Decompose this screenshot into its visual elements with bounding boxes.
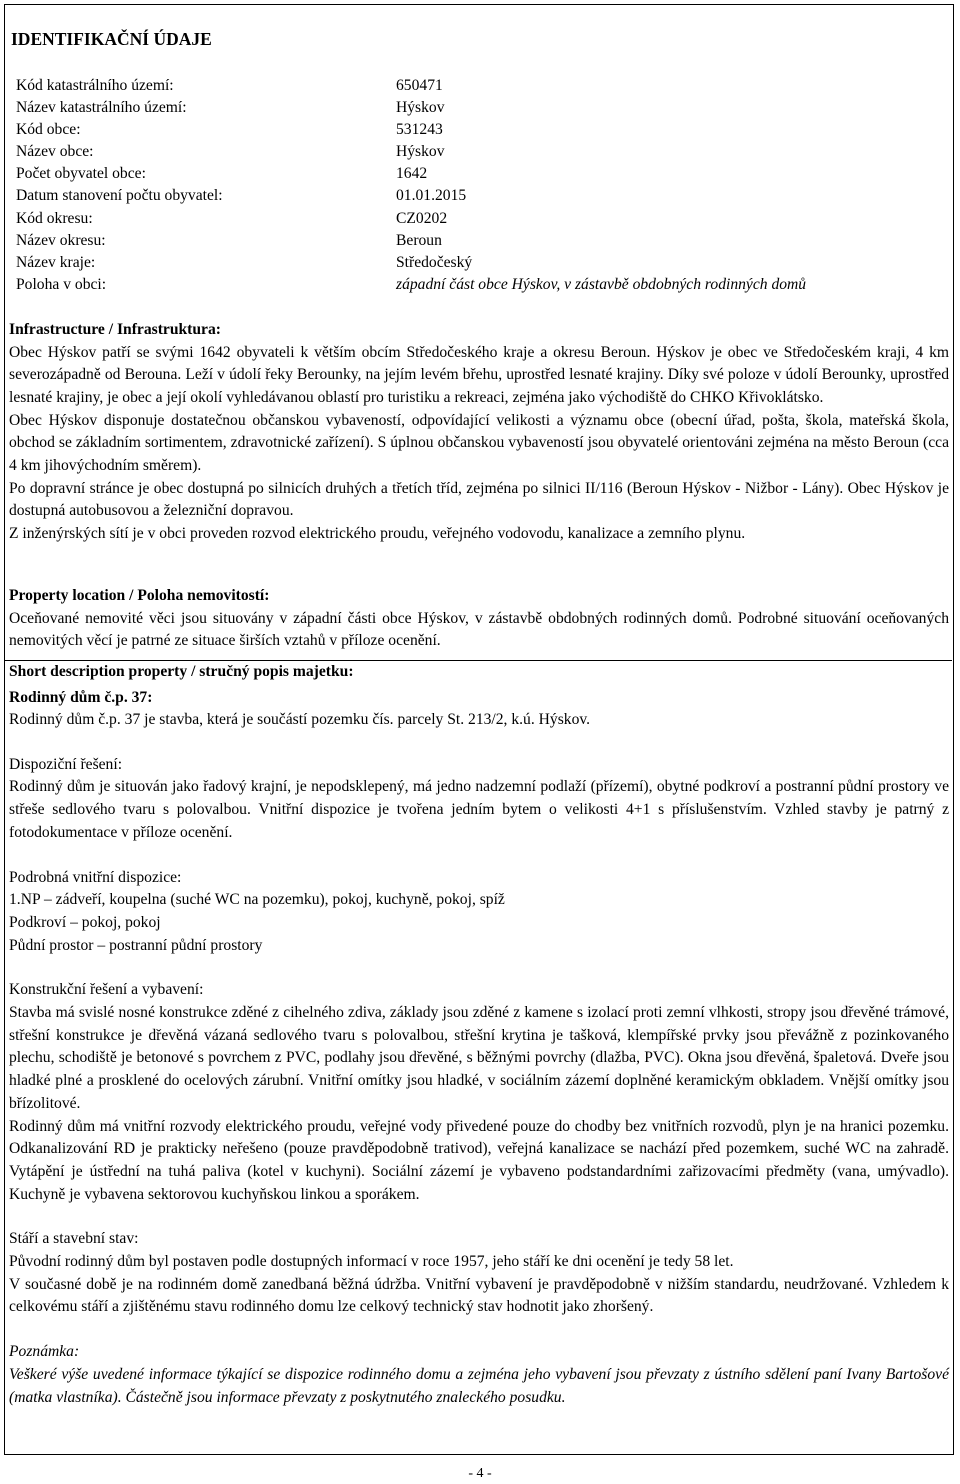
id-row xyxy=(16,119,946,141)
id-value: Středočeský xyxy=(396,253,473,271)
id-label: Datum stanovení počtu obyvatel: xyxy=(16,187,223,205)
id-row xyxy=(16,163,946,185)
id-label: Kód obce: xyxy=(16,121,81,139)
id-value: západní část obce Hýskov, v zástavbě obdobných rodinných domů xyxy=(396,275,807,293)
property-location-section xyxy=(9,585,949,653)
note-text: Veškeré výše uvedené informace týkající se dispozice rodinného domu a zejména jeho vybavení jsou převzaty z ústního sdělení paní Ivany Bartošové (matka vlastníka). Částečně jsou informace převzaty z poskytnutého znaleckého posudku. xyxy=(9,1365,949,1406)
id-row xyxy=(16,208,946,230)
infrastructure-paragraph: Obec Hýskov patří se svými 1642 obyvateli k větším obcím Středočeského kraje a okresu Beroun. Hýskov je obec ve Středočeském kraji, 4 km severozápadně od Berouna. Leží v údolí řeky Berounky, na jejím levém břehu, uprostřed lesnaté krajiny. Díky své poloze v údolí Berounky, uprostřed lesnaté krajiny, je obec a její okolí vyhledávanou oblastí pro turistiku a rekreaci, zejména jako východiště do CHKO Křivoklátsko. xyxy=(9,343,949,406)
id-label: Kód katastrálního území: xyxy=(16,77,174,94)
detail-line: Podkroví – pokoj, pokoj xyxy=(9,913,161,931)
id-row xyxy=(16,141,946,163)
id-value: CZ0202 xyxy=(396,209,448,227)
id-row xyxy=(16,230,946,252)
disposition-text: Rodinný dům je situován jako řadový krajní, je nepodsklepený, má jedno nadzemní podlaží (přízemí), obytné podkroví a postranní půdní prostory ve střeše sedlového tvaru s polovalbou. Vnitřní dispozice je tvořena jedním bytem o velikosti 4+1 s příslušenstvím. Vzhled stavby je patrný z fotodokumentace v příloze ocenění. xyxy=(9,778,949,841)
id-value: Beroun xyxy=(396,231,442,249)
short-description-section xyxy=(9,661,949,1409)
id-row xyxy=(16,274,946,296)
infrastructure-paragraph: Obec Hýskov disponuje dostatečnou občanskou vybaveností, odpovídající velikosti a významu obce (obecní úřad, pošta, škola, mateřská škola, obchod se základním sortimentem, zdravotnické zařízení). S úplnou občanskou vybaveností jsou obyvatelé orientováni zejména na město Beroun (cca 4 km jihovýchodním směrem). xyxy=(9,411,949,475)
construction-label: Konstrukční řešení a vybavení: xyxy=(9,981,204,999)
id-label: Název obce: xyxy=(16,143,94,161)
house-subheading: Rodinný dům č.p. 37: xyxy=(9,688,153,706)
id-label: Název okresu: xyxy=(16,231,106,249)
detail-line: Půdní prostor – postranní půdní prostory xyxy=(9,936,263,954)
infrastructure-section xyxy=(9,319,949,546)
page-title: IDENTIFIKAČNÍ ÚDAJE xyxy=(11,29,212,49)
id-value: 650471 xyxy=(396,77,443,94)
id-value: 01.01.2015 xyxy=(396,187,467,205)
infrastructure-paragraph: Po dopravní stránce je obec dostupná po silnicích druhých a třetích tříd, zejména po silnici II/116 (Beroun Hýskov - Nižbor - Lány). Obec Hýskov je dostupná autobusovou a železniční dopravou. xyxy=(9,479,949,520)
id-row xyxy=(16,97,946,119)
age-paragraph: Původní rodinný dům byl postaven podle dostupných informací v roce 1957, jeho stáří ke dni ocenění je tedy 58 let. xyxy=(9,1253,734,1271)
house-intro: Rodinný dům č.p. 37 je stavba, která je součástí pozemku čís. parcely St. 213/2, k.ú. Hýskov. xyxy=(9,711,591,728)
id-label: Kód okresu: xyxy=(16,209,93,227)
document-page xyxy=(4,4,954,1455)
detail-line: 1.NP – zádveří, koupelna (suché WC na pozemku), pokoj, kuchyně, pokoj, spíž xyxy=(9,891,505,909)
age-label: Stáří a stavební stav: xyxy=(9,1230,139,1248)
id-value: 531243 xyxy=(396,121,443,139)
disposition-label: Dispoziční řešení: xyxy=(9,755,123,773)
property-location-paragraph: Oceňované nemovité věci jsou situovány v západní části obce Hýskov, v zástavbě obdobných rodinných domů. Podrobné situování oceňovaných nemovitých věcí je patrné ze situace širších vztahů v příloze ocenění. xyxy=(9,609,949,650)
age-paragraph: V současné době je na rodinném domě zanedbaná běžná údržba. Vnitřní vybavení je pravděpodobně v nižším standardu, neudržované. Vzhledem k celkovému stáří a zjištěnému stavu rodinného domu lze celkový technický stav hodnotit jako zhoršený. xyxy=(9,1275,949,1316)
id-row xyxy=(16,185,946,207)
id-row xyxy=(16,75,946,97)
page-number: - 4 - xyxy=(468,1466,492,1481)
identification-table xyxy=(16,75,946,296)
short-description-heading: Short description property / stručný popis majetku: xyxy=(9,663,354,680)
id-label: Název kraje: xyxy=(16,253,96,271)
id-label: Název katastrálního území: xyxy=(16,99,187,117)
infrastructure-paragraph: Z inženýrských sítí je v obci proveden rozvod elektrického proudu, veřejného vodovodu, kanalizace a zemního plynu. xyxy=(9,525,746,543)
id-label: Počet obyvatel obce: xyxy=(16,165,146,183)
id-value: Hýskov xyxy=(396,143,445,161)
id-label: Poloha v obci: xyxy=(16,275,107,293)
detail-label: Podrobná vnitřní dispozice: xyxy=(9,868,182,886)
property-location-heading: Property location / Poloha nemovitostí: xyxy=(9,587,270,604)
infrastructure-heading: Infrastructure / Infrastruktura: xyxy=(9,321,221,338)
id-value: 1642 xyxy=(396,165,428,183)
id-value: Hýskov xyxy=(396,99,445,117)
id-row xyxy=(16,252,946,274)
note-label: Poznámka: xyxy=(9,1343,80,1361)
construction-paragraph: Rodinný dům má vnitřní rozvody elektrického proudu, veřejné vody přivedené pouze do chodby bez vnitřních rozvodů, plyn je na hranici pozemku. Odkanalizování RD je prakticky neřešeno (pouze pravděpodobně trativod), veřejná kanalizace se nachází před pozemkem, suché WC na zahradě. Vytápění je ústřední na tuhá paliva (kotel v kuchyni). Sociální zázemí je vybaveno podstandardními zařizovacími předměty (vana, umývadlo). Kuchyně je vybavena sektorovou kuchyňskou linkou a sporákem. xyxy=(9,1117,949,1203)
construction-paragraph: Stavba má svislé nosné konstrukce zděné z cihelného zdiva, základy jsou zděné z kamene s izolací proti zemní vlhkosti, stropy jsou dřevěné trámové, střešní konstrukce je dřevěná vázaná sedlového tvaru s polovalbou, střešní krytina je tašková, klempířské prvky jsou převážně z pozinkovaného plechu, schodiště je betonové s povrchem z PVC, podlahy jsou dřevěné, s běžnými povrchy (dlažba, PVC). Okna jsou dřevěná, špaletová. Dveře jsou hladké plné a prosklené do ocelových zárubní. Vnitřní omítky jsou hladké, v sociálním zázemí doplněné keramickým obkladem. Vnější omítky jsou břízolitové. xyxy=(9,1004,949,1112)
